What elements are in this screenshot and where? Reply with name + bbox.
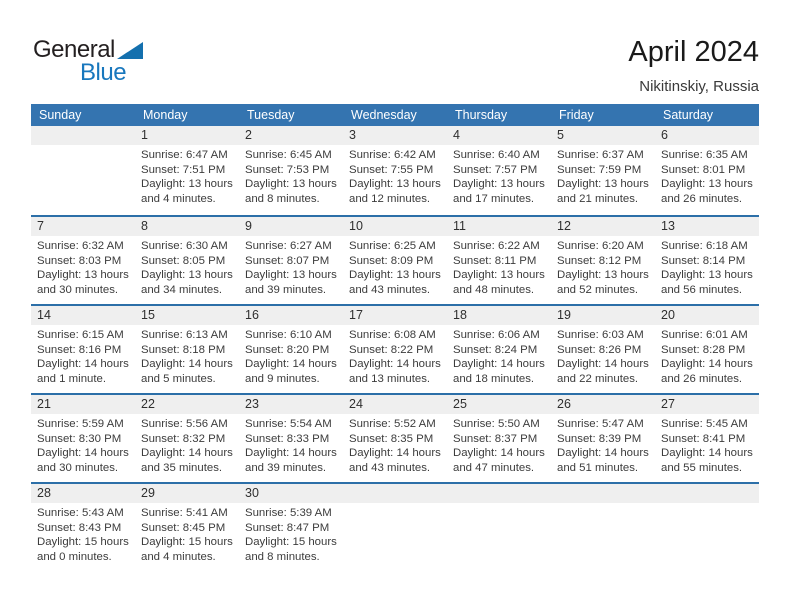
day-cell <box>343 414 447 475</box>
sunset-text: Sunset: 8:05 PM <box>141 254 226 267</box>
daylight-text: Daylight: 14 hours and 39 minutes. <box>245 447 337 474</box>
daylight-text: Daylight: 13 hours and 52 minutes. <box>557 269 649 296</box>
sunrise-text: Sunrise: 6:20 AM <box>557 240 644 252</box>
calendar-table <box>31 104 759 571</box>
daylight-text: Daylight: 13 hours and 48 minutes. <box>453 269 545 296</box>
daylight-text: Daylight: 14 hours and 43 minutes. <box>349 447 441 474</box>
sunrise-text: Sunrise: 5:59 AM <box>37 418 124 430</box>
logo-text-general: General <box>33 36 115 63</box>
day-number: 12 <box>557 219 571 233</box>
day-cell <box>239 414 343 475</box>
day-number: 26 <box>557 397 571 411</box>
daylight-text: Daylight: 14 hours and 26 minutes. <box>661 358 753 385</box>
sunset-text: Sunset: 8:28 PM <box>661 343 746 356</box>
day-number: 29 <box>141 486 155 500</box>
daylight-text: Daylight: 14 hours and 35 minutes. <box>141 447 233 474</box>
page-location: Nikitinskiy, Russia <box>639 78 759 95</box>
daylight-text: Daylight: 15 hours and 4 minutes. <box>141 536 233 563</box>
day-cell <box>135 503 239 564</box>
empty-day-cell <box>551 484 655 503</box>
day-cell <box>551 236 655 297</box>
sunset-text: Sunset: 8:35 PM <box>349 432 434 445</box>
day-details-row <box>31 325 759 386</box>
day-number: 19 <box>557 308 571 322</box>
sunrise-text: Sunrise: 6:15 AM <box>37 329 124 341</box>
sunset-text: Sunset: 8:24 PM <box>453 343 538 356</box>
week-row <box>31 304 759 393</box>
sunset-text: Sunset: 8:39 PM <box>557 432 642 445</box>
sunset-text: Sunset: 8:09 PM <box>349 254 434 267</box>
daylight-text: Daylight: 14 hours and 47 minutes. <box>453 447 545 474</box>
day-number: 20 <box>661 308 675 322</box>
day-cell <box>655 145 759 206</box>
daylight-text: Daylight: 13 hours and 43 minutes. <box>349 269 441 296</box>
day-cell <box>31 414 135 475</box>
daylight-text: Daylight: 15 hours and 0 minutes. <box>37 536 129 563</box>
sunset-text: Sunset: 8:43 PM <box>37 521 122 534</box>
weekday-header-wednesday: Wednesday <box>351 108 417 122</box>
sunrise-text: Sunrise: 6:42 AM <box>349 149 436 161</box>
day-number: 5 <box>557 128 564 142</box>
day-number: 17 <box>349 308 363 322</box>
page-title: April 2024 <box>628 36 759 68</box>
day-cell <box>343 325 447 386</box>
empty-day-cell <box>551 503 655 564</box>
empty-day-cell <box>655 484 759 503</box>
sunrise-text: Sunrise: 5:39 AM <box>245 507 332 519</box>
sunrise-text: Sunrise: 6:35 AM <box>661 149 748 161</box>
day-number: 27 <box>661 397 675 411</box>
sunset-text: Sunset: 8:30 PM <box>37 432 122 445</box>
day-cell <box>239 325 343 386</box>
weekday-header-thursday: Thursday <box>455 108 508 122</box>
sunset-text: Sunset: 7:51 PM <box>141 163 226 176</box>
sunset-text: Sunset: 7:57 PM <box>453 163 538 176</box>
sunrise-text: Sunrise: 5:52 AM <box>349 418 436 430</box>
sunrise-text: Sunrise: 5:41 AM <box>141 507 228 519</box>
daylight-text: Daylight: 14 hours and 5 minutes. <box>141 358 233 385</box>
daylight-text: Daylight: 13 hours and 21 minutes. <box>557 178 649 205</box>
week-row <box>31 126 759 215</box>
sunset-text: Sunset: 8:07 PM <box>245 254 330 267</box>
day-number: 21 <box>37 397 51 411</box>
sunrise-text: Sunrise: 5:47 AM <box>557 418 644 430</box>
daylight-text: Daylight: 14 hours and 22 minutes. <box>557 358 649 385</box>
logo-triangle-icon <box>117 42 143 59</box>
sunrise-text: Sunrise: 6:47 AM <box>141 149 228 161</box>
day-number: 4 <box>453 128 460 142</box>
daylight-text: Daylight: 14 hours and 1 minute. <box>37 358 129 385</box>
daylight-text: Daylight: 14 hours and 30 minutes. <box>37 447 129 474</box>
daylight-text: Daylight: 13 hours and 8 minutes. <box>245 178 337 205</box>
empty-day-cell <box>31 126 135 145</box>
empty-day-cell <box>31 145 135 206</box>
daylight-text: Daylight: 14 hours and 13 minutes. <box>349 358 441 385</box>
day-number-band <box>31 395 759 414</box>
day-cell <box>343 236 447 297</box>
day-number: 1 <box>141 128 148 142</box>
day-cell <box>135 414 239 475</box>
empty-day-cell <box>343 503 447 564</box>
day-cell <box>239 503 343 564</box>
empty-day-cell <box>447 503 551 564</box>
day-cell <box>31 236 135 297</box>
sunset-text: Sunset: 8:12 PM <box>557 254 642 267</box>
daylight-text: Daylight: 13 hours and 17 minutes. <box>453 178 545 205</box>
sunset-text: Sunset: 8:26 PM <box>557 343 642 356</box>
day-number-band <box>31 126 759 145</box>
sunset-text: Sunset: 8:11 PM <box>453 254 537 267</box>
sunset-text: Sunset: 7:59 PM <box>557 163 642 176</box>
day-cell <box>239 236 343 297</box>
day-details-row <box>31 503 759 564</box>
day-number: 30 <box>245 486 259 500</box>
day-number: 14 <box>37 308 51 322</box>
day-number: 25 <box>453 397 467 411</box>
sunrise-text: Sunrise: 6:22 AM <box>453 240 540 252</box>
week-row <box>31 393 759 482</box>
daylight-text: Daylight: 14 hours and 9 minutes. <box>245 358 337 385</box>
day-cell <box>135 325 239 386</box>
daylight-text: Daylight: 13 hours and 56 minutes. <box>661 269 753 296</box>
sunset-text: Sunset: 8:45 PM <box>141 521 226 534</box>
sunset-text: Sunset: 8:18 PM <box>141 343 226 356</box>
day-details-row <box>31 414 759 475</box>
empty-day-cell <box>447 484 551 503</box>
day-cell <box>655 414 759 475</box>
day-number: 22 <box>141 397 155 411</box>
sunrise-text: Sunrise: 6:32 AM <box>37 240 124 252</box>
sunrise-text: Sunrise: 5:43 AM <box>37 507 124 519</box>
weekday-header-monday: Monday <box>143 108 188 122</box>
sunset-text: Sunset: 8:47 PM <box>245 521 330 534</box>
day-cell <box>447 145 551 206</box>
sunrise-text: Sunrise: 6:40 AM <box>453 149 540 161</box>
day-details-row <box>31 236 759 297</box>
empty-day-cell <box>655 503 759 564</box>
day-number: 13 <box>661 219 675 233</box>
day-cell <box>447 325 551 386</box>
sunset-text: Sunset: 8:20 PM <box>245 343 330 356</box>
daylight-text: Daylight: 13 hours and 4 minutes. <box>141 178 233 205</box>
weekday-header-friday: Friday <box>559 108 594 122</box>
sunrise-text: Sunrise: 5:50 AM <box>453 418 540 430</box>
empty-day-cell <box>343 484 447 503</box>
daylight-text: Daylight: 15 hours and 8 minutes. <box>245 536 337 563</box>
daylight-text: Daylight: 13 hours and 34 minutes. <box>141 269 233 296</box>
sunset-text: Sunset: 8:16 PM <box>37 343 122 356</box>
weekday-header-saturday: Saturday <box>663 108 714 122</box>
day-cell <box>135 236 239 297</box>
day-number: 16 <box>245 308 259 322</box>
day-number: 8 <box>141 219 148 233</box>
sunrise-text: Sunrise: 6:10 AM <box>245 329 332 341</box>
logo-text-blue: Blue <box>80 59 127 86</box>
day-number: 6 <box>661 128 668 142</box>
weekday-header-tuesday: Tuesday <box>247 108 295 122</box>
sunrise-text: Sunrise: 5:56 AM <box>141 418 228 430</box>
day-number-band <box>31 217 759 236</box>
daylight-text: Daylight: 13 hours and 26 minutes. <box>661 178 753 205</box>
daylight-text: Daylight: 14 hours and 55 minutes. <box>661 447 753 474</box>
weekday-header-sunday: Sunday <box>39 108 82 122</box>
day-number: 24 <box>349 397 363 411</box>
sunrise-text: Sunrise: 6:25 AM <box>349 240 436 252</box>
day-cell <box>447 236 551 297</box>
day-number: 2 <box>245 128 252 142</box>
day-number: 7 <box>37 219 44 233</box>
day-cell <box>135 145 239 206</box>
general-blue-logo <box>33 38 173 84</box>
day-number: 10 <box>349 219 363 233</box>
sunset-text: Sunset: 8:32 PM <box>141 432 226 445</box>
day-number: 23 <box>245 397 259 411</box>
sunrise-text: Sunrise: 6:37 AM <box>557 149 644 161</box>
day-details-row <box>31 145 759 206</box>
sunrise-text: Sunrise: 6:18 AM <box>661 240 748 252</box>
weeks-container <box>31 126 759 571</box>
week-row <box>31 482 759 571</box>
day-number: 9 <box>245 219 252 233</box>
sunrise-text: Sunrise: 6:27 AM <box>245 240 332 252</box>
daylight-text: Daylight: 14 hours and 51 minutes. <box>557 447 649 474</box>
sunset-text: Sunset: 8:22 PM <box>349 343 434 356</box>
day-number: 15 <box>141 308 155 322</box>
sunset-text: Sunset: 8:01 PM <box>661 163 746 176</box>
sunset-text: Sunset: 8:33 PM <box>245 432 330 445</box>
week-row <box>31 215 759 304</box>
daylight-text: Daylight: 13 hours and 39 minutes. <box>245 269 337 296</box>
sunrise-text: Sunrise: 6:08 AM <box>349 329 436 341</box>
sunrise-text: Sunrise: 6:45 AM <box>245 149 332 161</box>
sunset-text: Sunset: 8:41 PM <box>661 432 746 445</box>
day-number: 11 <box>453 219 466 233</box>
sunset-text: Sunset: 8:37 PM <box>453 432 538 445</box>
daylight-text: Daylight: 13 hours and 12 minutes. <box>349 178 441 205</box>
day-cell <box>31 503 135 564</box>
day-number: 18 <box>453 308 467 322</box>
weekday-header-row <box>31 104 759 126</box>
day-number: 28 <box>37 486 51 500</box>
daylight-text: Daylight: 13 hours and 30 minutes. <box>37 269 129 296</box>
day-number: 3 <box>349 128 356 142</box>
day-cell <box>655 236 759 297</box>
sunrise-text: Sunrise: 6:06 AM <box>453 329 540 341</box>
sunset-text: Sunset: 8:03 PM <box>37 254 122 267</box>
sunrise-text: Sunrise: 6:01 AM <box>661 329 748 341</box>
sunrise-text: Sunrise: 6:03 AM <box>557 329 644 341</box>
day-cell <box>31 325 135 386</box>
sunset-text: Sunset: 7:55 PM <box>349 163 434 176</box>
daylight-text: Daylight: 14 hours and 18 minutes. <box>453 358 545 385</box>
sunrise-text: Sunrise: 6:30 AM <box>141 240 228 252</box>
sunrise-text: Sunrise: 5:45 AM <box>661 418 748 430</box>
day-cell <box>655 325 759 386</box>
sunset-text: Sunset: 7:53 PM <box>245 163 330 176</box>
day-cell <box>239 145 343 206</box>
sunrise-text: Sunrise: 6:13 AM <box>141 329 228 341</box>
day-cell <box>551 414 655 475</box>
day-cell <box>551 325 655 386</box>
sunset-text: Sunset: 8:14 PM <box>661 254 746 267</box>
day-cell <box>447 414 551 475</box>
day-cell <box>551 145 655 206</box>
day-number-band <box>31 484 759 503</box>
day-number-band <box>31 306 759 325</box>
sunrise-text: Sunrise: 5:54 AM <box>245 418 332 430</box>
day-cell <box>343 145 447 206</box>
